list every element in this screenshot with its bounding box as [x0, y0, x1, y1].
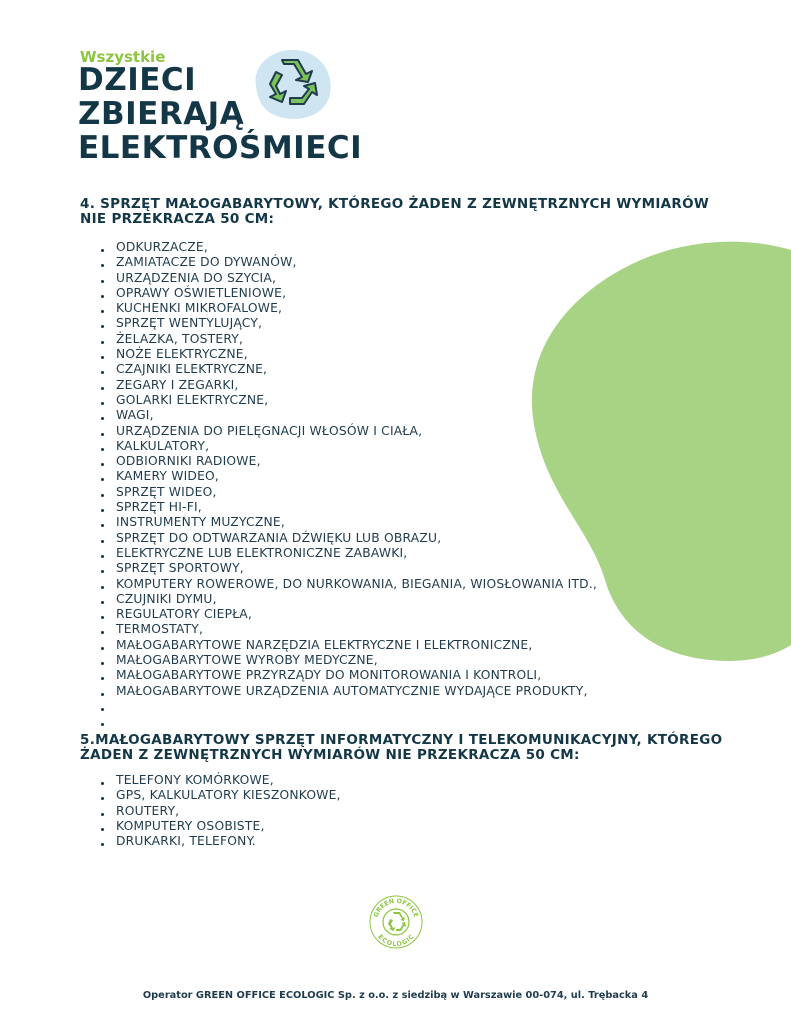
- bullet-icon: [101, 524, 104, 527]
- bullet-icon: [101, 463, 104, 466]
- section-4-heading: [80, 197, 709, 227]
- list-item-label: ŻELAZKA, TOSTERY,: [116, 331, 244, 346]
- bullet-icon: [101, 494, 104, 497]
- list-item-label: CZUJNIKI DYMU,: [116, 591, 217, 606]
- bullet-icon: [101, 310, 104, 313]
- list-item: [96, 819, 341, 834]
- list-item-label: KOMPUTERY ROWEROWE, DO NURKOWANIA, BIEGANIA, WIOSŁOWANIA ITD.,: [116, 576, 598, 591]
- section-5-list: [96, 773, 341, 849]
- list-item-label: OPRAWY OŚWIETLENIOWE,: [116, 285, 287, 300]
- list-item-label: SPRZĘT WIDEO,: [116, 484, 217, 499]
- bullet-icon: [101, 631, 104, 634]
- list-item-label: ROUTERY,: [116, 803, 180, 818]
- bullet-icon: [101, 555, 104, 558]
- list-item: [96, 255, 597, 270]
- list-item: [96, 500, 597, 515]
- bullet-icon: [101, 586, 104, 589]
- list-item-label: KUCHENKI MIKROFALOWE,: [116, 301, 283, 316]
- list-item: [96, 362, 597, 377]
- list-item-label: TERMOSTATY,: [116, 622, 204, 637]
- bullet-icon: [101, 325, 104, 328]
- list-item-label: ZEGARY I ZEGARKI,: [116, 377, 239, 392]
- green-office-ecologic-seal: [368, 894, 424, 950]
- list-item-label: REGULATORY CIEPŁA,: [116, 607, 253, 622]
- list-item: [96, 622, 597, 637]
- list-item: [96, 577, 597, 592]
- list-item: [96, 714, 597, 729]
- header-kicker: Wszystkie: [80, 48, 166, 66]
- list-item-label: WAGI,: [116, 408, 154, 423]
- bullet-icon: [101, 616, 104, 619]
- list-item-label: GPS, KALKULATORY KIESZONKOWE,: [116, 788, 341, 803]
- list-item-label: SPRZĘT SPORTOWY,: [116, 561, 244, 576]
- bullet-icon: [101, 693, 104, 696]
- list-item: [96, 454, 597, 469]
- bullet-icon: [101, 813, 104, 816]
- list-item: [96, 788, 341, 803]
- list-item-label: ELEKTRYCZNE LUB ELEKTRONICZNE ZABAWKI,: [116, 545, 408, 560]
- list-item: [96, 834, 341, 849]
- list-item: [96, 240, 597, 255]
- list-item-label: MAŁOGABARYTOWE URZĄDZENIA AUTOMATYCZNIE WYDAJĄCE PRODUKTY,: [116, 683, 588, 698]
- footer-text: Operator GREEN OFFICE ECOLOGIC Sp. z o.o. z siedzibą w Warszawie 00-074, ul. Trębacka 4: [142, 990, 649, 1001]
- list-item-label: KALKULATORY,: [116, 438, 210, 453]
- list-item: [96, 561, 597, 576]
- recycle-logo: [246, 42, 336, 124]
- bullet-icon: [101, 662, 104, 665]
- bullet-icon: [101, 828, 104, 831]
- bullet-icon: [101, 647, 104, 650]
- bullet-icon: [101, 417, 104, 420]
- bullet-icon: [101, 782, 104, 785]
- section-5-heading-line-1: 5.MAŁOGABARYTOWY SPRZĘT INFORMATYCZNY I TELEKOMUNIKACYJNY, KTÓREGO: [80, 732, 723, 748]
- bullet-icon: [101, 723, 104, 726]
- list-item: [96, 347, 597, 362]
- list-item: [96, 531, 597, 546]
- list-item-label: DRUKARKI, TELEFONY.: [116, 834, 256, 849]
- bullet-icon: [101, 356, 104, 359]
- list-item: [96, 684, 597, 699]
- list-item: [96, 485, 597, 500]
- list-item-label: TELEFONY KOMÓRKOWE,: [116, 773, 274, 787]
- list-item: [96, 515, 597, 530]
- bullet-icon: [101, 708, 104, 711]
- bullet-icon: [101, 280, 104, 283]
- bullet-icon: [101, 843, 104, 846]
- section-5-heading-line-2: ŻADEN Z ZEWNĘTRZNYCH WYMIARÓW NIE PRZEKRACZA 50 CM:: [80, 747, 580, 763]
- list-item: [96, 316, 597, 331]
- list-item: [96, 286, 597, 301]
- list-item: [96, 638, 597, 653]
- list-item-label: URZĄDZENIA DO SZYCIA,: [116, 270, 277, 285]
- bullet-icon: [101, 433, 104, 436]
- bullet-icon: [101, 570, 104, 573]
- list-item-label: ODKURZACZE,: [116, 240, 208, 254]
- list-item-label: SPRZĘT WENTYLUJĄCY,: [116, 316, 263, 331]
- bullet-icon: [101, 677, 104, 680]
- list-item: [96, 607, 597, 622]
- list-item: [96, 439, 597, 454]
- bullet-icon: [101, 371, 104, 374]
- list-item-label: CZAJNIKI ELEKTRYCZNE,: [116, 362, 268, 377]
- section-5-heading: [80, 733, 722, 763]
- list-item: [96, 332, 597, 347]
- list-item-label: KOMPUTERY OSOBISTE,: [116, 818, 265, 833]
- list-item: [96, 393, 597, 408]
- list-item: [96, 271, 597, 286]
- list-item-label: ODBIORNIKI RADIOWE,: [116, 454, 261, 469]
- list-item: [96, 804, 341, 819]
- section-4-heading-line-2: NIE PRZEKRACZA 50 CM:: [80, 211, 275, 227]
- bullet-icon: [101, 797, 104, 800]
- title-line-3: ELEKTROŚMIECI: [78, 130, 363, 166]
- list-item-label: MAŁOGABARYTOWE PRZYRZĄDY DO MONITOROWANIA I KONTROLI,: [116, 668, 542, 683]
- bullet-icon: [101, 509, 104, 512]
- list-item: [96, 408, 597, 423]
- bullet-icon: [101, 601, 104, 604]
- bullet-icon: [101, 249, 104, 252]
- bullet-icon: [101, 295, 104, 298]
- list-item-label: MAŁOGABARYTOWE NARZĘDZIA ELEKTRYCZNE I ELEKTRONICZNE,: [116, 637, 533, 652]
- list-item-label: INSTRUMENTY MUZYCZNE,: [116, 515, 285, 530]
- bullet-icon: [101, 264, 104, 267]
- section-4-list: [96, 240, 597, 730]
- list-item: [96, 668, 597, 683]
- bullet-icon: [101, 402, 104, 405]
- bullet-icon: [101, 478, 104, 481]
- list-item-label: SPRZĘT DO ODTWARZANIA DŹWIĘKU LUB OBRAZU,: [116, 530, 442, 545]
- list-item: [96, 546, 597, 561]
- list-item-label: NOŻE ELEKTRYCZNE,: [116, 347, 248, 362]
- list-item-label: GOLARKI ELEKTRYCZNE,: [116, 392, 269, 407]
- bullet-icon: [101, 448, 104, 451]
- svg-text:ECOLOGIC: ECOLOGIC: [376, 933, 416, 949]
- list-item: [96, 424, 597, 439]
- list-item: [96, 699, 597, 714]
- bullet-icon: [101, 387, 104, 390]
- svg-text:GREEN OFFICE: GREEN OFFICE: [372, 897, 420, 919]
- bullet-icon: [101, 341, 104, 344]
- title-line-1: DZIECI: [78, 62, 197, 98]
- list-item-label: URZĄDZENIA DO PIELĘGNACJI WŁOSÓW I CIAŁA,: [116, 423, 423, 438]
- list-item-label: MAŁOGABARYTOWE WYROBY MEDYCZNE,: [116, 653, 378, 668]
- list-item: [96, 378, 597, 393]
- list-item-label: KAMERY WIDEO,: [116, 469, 220, 484]
- section-4-heading-line-1: 4. SPRZĘT MAŁOGABARYTOWY, KTÓREGO ŻADEN Z ZEWNĘTRZNYCH WYMIARÓW: [80, 196, 710, 212]
- list-item: [96, 653, 597, 668]
- list-item: [96, 469, 597, 484]
- list-item: [96, 773, 341, 788]
- list-item-label: ZAMIATACZE DO DYWANÓW,: [116, 255, 297, 270]
- list-item: [96, 592, 597, 607]
- list-item: [96, 301, 597, 316]
- title-line-2: ZBIERAJĄ: [78, 96, 245, 132]
- bullet-icon: [101, 540, 104, 543]
- recycle-icon: [388, 912, 406, 931]
- list-item-label: SPRZĘT HI-FI,: [116, 500, 202, 515]
